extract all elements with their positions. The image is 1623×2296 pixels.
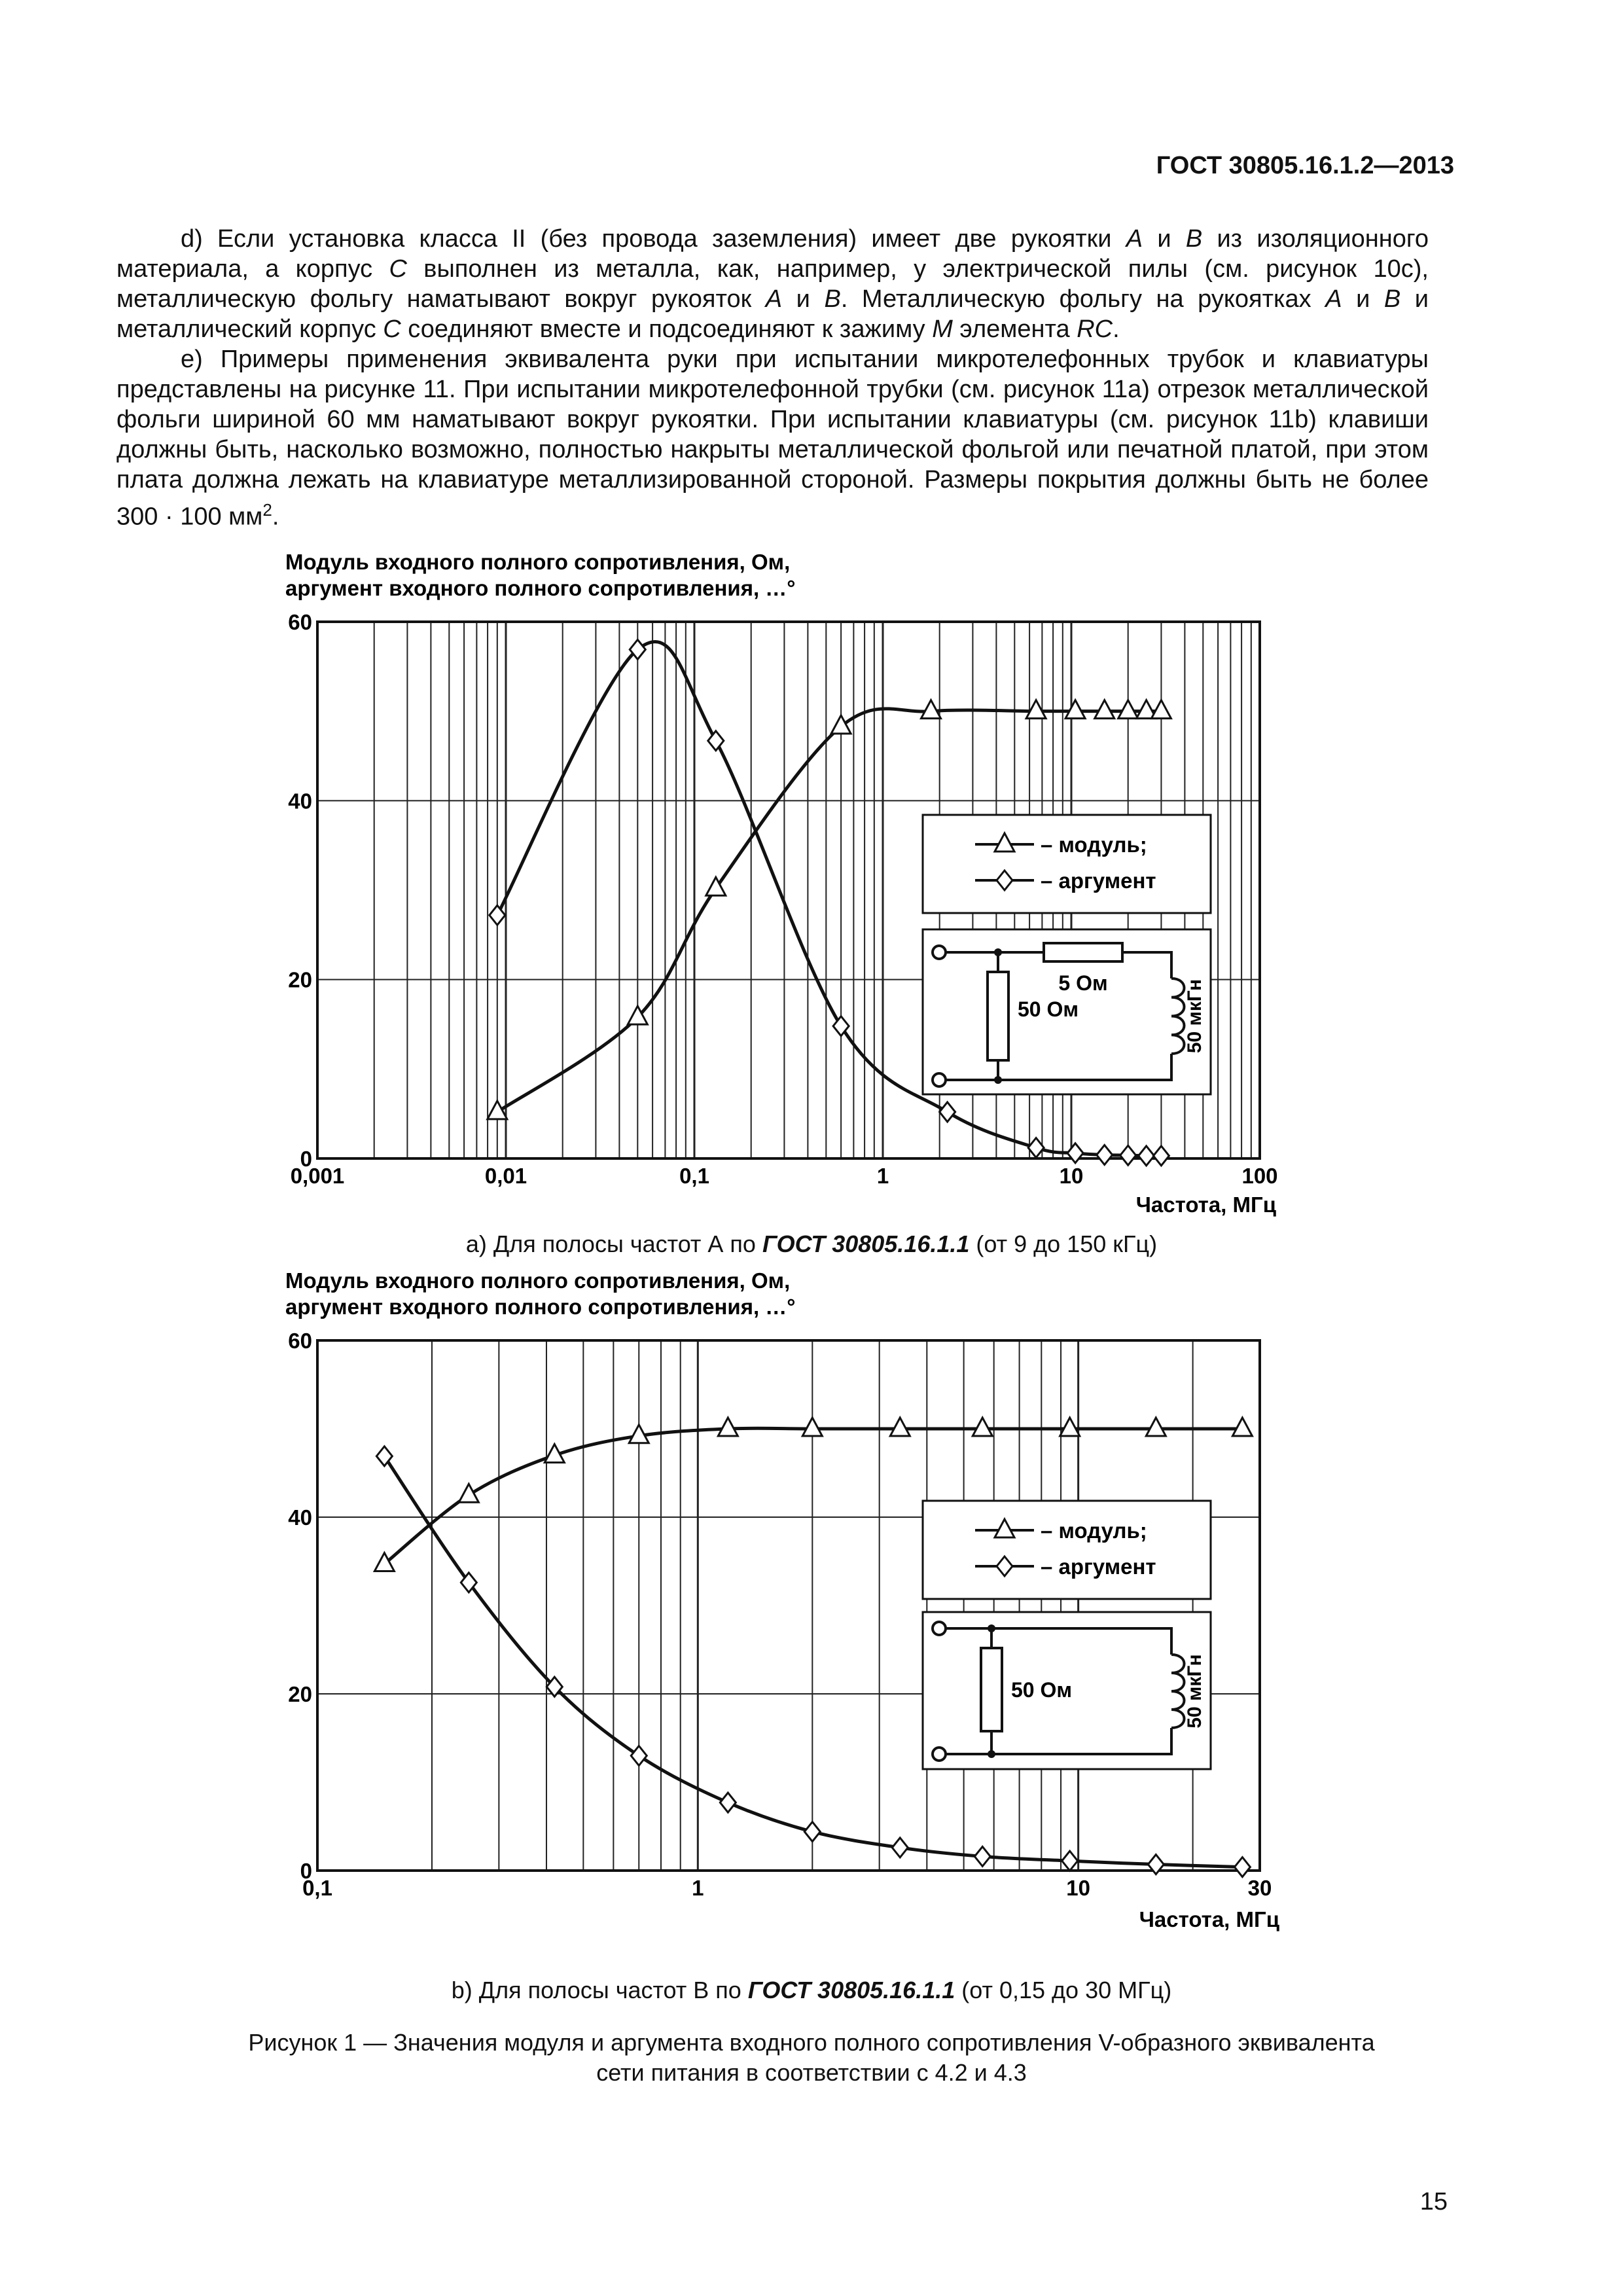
chart-b-ylabel-line1: Модуль входного полного сопротивления, Ом, [285, 1268, 791, 1293]
argument-marker [1097, 1145, 1113, 1165]
terminal-top [933, 946, 946, 959]
modulus-marker [1146, 1418, 1166, 1436]
modulus-marker [1095, 700, 1115, 719]
y-tick-label: 40 [288, 789, 312, 814]
legend-argument-label: – аргумент [1041, 1554, 1156, 1579]
page-number: 15 [1419, 2188, 1448, 2215]
argument-marker [804, 1822, 820, 1842]
argument-marker [1120, 1145, 1136, 1165]
chart-a-xlabel: Частота, МГц [1135, 1193, 1276, 1217]
x-tick-label: 0,01 [484, 1164, 527, 1188]
figure-caption-line1: Рисунок 1 — Значения модуля и аргумента входного полного сопротивления V-образного эквивалента [248, 2029, 1375, 2056]
resistor-series [1044, 943, 1122, 961]
chart-a-impedance [249, 550, 1309, 1224]
x-tick-label: 10 [1059, 1164, 1084, 1188]
resistor-shunt-label: 50 Ом [1011, 1678, 1073, 1702]
junction-dot [988, 1750, 995, 1758]
paragraph-e: e) Примеры применения эквивалента руки при испытании микротелефонных трубок и клавиатуры представлены на рисунке 11. При испытании микротелефонной трубки (см. рисунок 11a) отрезок металлической фольги шириной 60 мм наматывают вокруг рукоятки. При испытании клавиатуры (см. рисунок 11b) клавиши должны быть, насколько возможно, полностью накрыты металлической фольгой или печатной платой, при этом плата должна лежать на клавиатуре металлизированной стороной. Размеры покрытия должны быть не более 300 · 100 $мм^2$. [116, 346, 1429, 531]
chart-a-ylabel-line2: аргумент входного полного сопротивления, …° [285, 576, 796, 600]
figure-caption [0, 2028, 1623, 2088]
modulus-marker [802, 1418, 822, 1436]
modulus-marker [1065, 700, 1085, 719]
junction-dot [988, 1624, 995, 1632]
argument-marker [974, 1846, 990, 1866]
y-tick-label: 20 [288, 967, 312, 992]
modulus-marker [1060, 1418, 1080, 1436]
legend-box [923, 1501, 1211, 1599]
x-tick-label: 100 [1241, 1164, 1278, 1188]
modulus-marker [1232, 1418, 1252, 1436]
y-tick-label: 60 [288, 610, 312, 634]
legend-modulus-label: – модуль; [1041, 833, 1147, 857]
resistor-shunt [981, 1648, 1002, 1731]
x-tick-label: 10 [1066, 1876, 1090, 1900]
argument-marker [720, 1793, 736, 1812]
chart-a-caption-suffix: (от 9 до 150 кГц) [969, 1230, 1158, 1257]
y-tick-label: 0 [300, 1859, 312, 1883]
chart-a-caption-ref: ГОСТ 30805.16.1.1 [762, 1230, 970, 1257]
modulus-marker [890, 1418, 910, 1436]
x-tick-label: 0,1 [302, 1876, 332, 1900]
junction-dot [994, 948, 1002, 956]
argument-marker [892, 1838, 908, 1857]
chart-b-caption-ref: ГОСТ 30805.16.1.1 [747, 1977, 955, 2003]
terminal-bottom [933, 1748, 946, 1761]
terminal-top [933, 1622, 946, 1635]
modulus-marker [459, 1484, 478, 1502]
legend-box [923, 815, 1211, 913]
modulus-marker [831, 715, 851, 734]
inductor-label: 50 мкГн [1184, 978, 1205, 1054]
modulus-marker [1118, 700, 1138, 719]
y-tick-label: 0 [300, 1147, 312, 1171]
argument-marker [631, 1746, 647, 1766]
argument-marker [1062, 1851, 1078, 1871]
x-tick-label: 1 [876, 1164, 889, 1188]
inductor-label: 50 мкГн [1184, 1654, 1205, 1729]
modulus-marker [374, 1553, 394, 1571]
x-tick-label: 0,001 [290, 1164, 345, 1188]
x-tick-label: 0,1 [679, 1164, 709, 1188]
modulus-marker [718, 1418, 738, 1436]
paragraph-d: d) Если установка класса II (без провода заземления) имеет две рукоятки A и B из изоляционного материала, а корпус C выполнен из металла, как, например, у электрической пилы (см. рисунок 10c), металлическую фольгу наматывают вокруг рукояток A и B. Металлическую фольгу на рукоятках A и B и металлический корпус C соединяют вместе и подсоединяют к зажиму M элемента RC. [116, 225, 1429, 343]
body-text [116, 224, 1429, 532]
chart-b-caption-prefix: b) Для полосы частот В по [451, 1977, 748, 2003]
x-tick-label: 1 [692, 1876, 704, 1900]
modulus-marker [488, 1101, 507, 1119]
argument-marker [708, 731, 724, 751]
modulus-marker [972, 1418, 992, 1436]
y-tick-label: 60 [288, 1329, 312, 1353]
y-tick-label: 20 [288, 1682, 312, 1706]
chart-b-ylabel-line2: аргумент входного полного сопротивления, …° [285, 1295, 796, 1319]
argument-marker [1153, 1146, 1169, 1166]
chart-a-ylabel-line1: Модуль входного полного сопротивления, Ом, [285, 550, 791, 574]
junction-dot [994, 1076, 1002, 1084]
figure-caption-line2: сети питания в соответствии с 4.2 и 4.3 [596, 2059, 1027, 2086]
y-tick-label: 40 [288, 1505, 312, 1530]
terminal-bottom [933, 1073, 946, 1086]
chart-a-caption [0, 1230, 1623, 1258]
legend-modulus-label: – модуль; [1041, 1518, 1147, 1543]
legend-argument-label: – аргумент [1041, 869, 1156, 893]
resistor-series-label: 5 Ом [1058, 971, 1108, 995]
document-code-header: ГОСТ 30805.16.1.2—2013 [1156, 152, 1454, 179]
resistor-shunt-label: 50 Ом [1018, 997, 1079, 1021]
plot-frame [317, 1340, 1260, 1871]
argument-marker [490, 905, 505, 925]
chart-b-xlabel: Частота, МГц [1139, 1907, 1279, 1931]
argument-marker [1067, 1143, 1083, 1163]
resistor-shunt [988, 972, 1008, 1060]
modulus-marker [1151, 700, 1171, 719]
x-tick-label: 30 [1247, 1876, 1272, 1900]
chart-b-impedance [249, 1268, 1309, 1936]
chart-b-caption-suffix: (от 0,15 до 30 МГц) [955, 1977, 1172, 2003]
argument-marker [1234, 1857, 1250, 1877]
argument-marker [1139, 1146, 1154, 1166]
chart-a-caption-prefix: a) Для полосы частот А по [465, 1230, 762, 1257]
argument-marker [940, 1102, 955, 1122]
chart-b-caption [0, 1977, 1623, 2004]
